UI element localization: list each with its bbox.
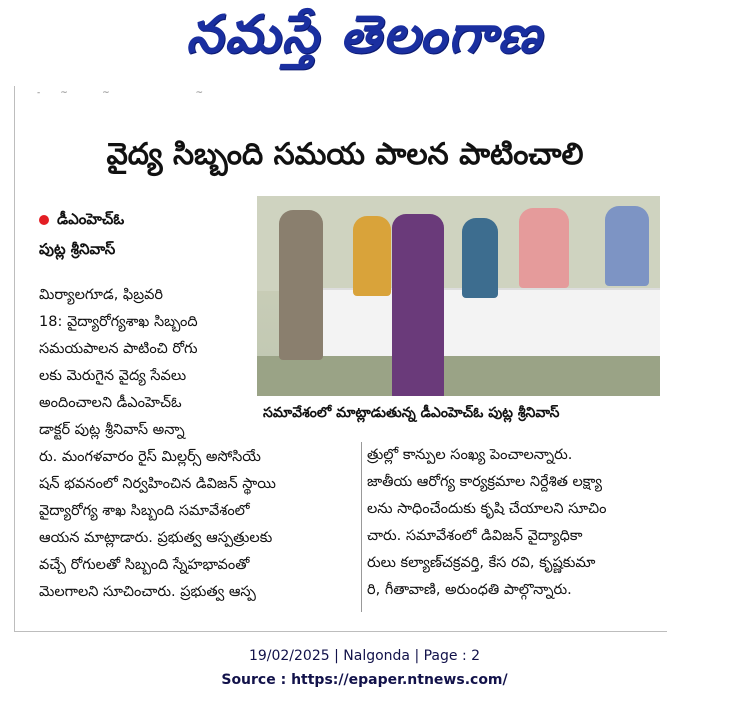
article-text-line: 18: వైద్యారోగ్యశాఖ సిబ్బంది <box>39 314 198 330</box>
byline-name: పుట్ల శ్రీనివాస్ <box>39 240 116 258</box>
byline <box>39 204 254 264</box>
masthead-title: నమస్తే తెలంగాణ <box>186 4 543 65</box>
photo-caption: సమావేశంలో మాట్లాడుతున్న డీఎంహెచ్ఓ పుట్ల శ్రీనివాస్ <box>263 405 560 421</box>
photo-table <box>317 288 660 360</box>
article-text-line: వైద్యారోగ్య శాఖ సిబ్బంది సమావేశంలో <box>39 503 250 519</box>
article-text-line: చారు. సమావేశంలో డివిజన్ వైద్యాధికా <box>367 528 583 544</box>
photo-person <box>392 214 444 396</box>
masthead <box>0 2 729 80</box>
article-text-line: త్రుల్లో కాన్పుల సంఖ్య పెంచాలన్నారు. <box>367 447 573 463</box>
cropped-previous-line: - ~ ~ ~ <box>37 88 204 98</box>
article-text-line: వచ్చే రోగులతో సిబ్బంది స్నేహభావంతో <box>39 557 250 573</box>
article-text-line: రి, గీతావాణి, అరుంధతి పాల్గొన్నారు. <box>367 582 572 598</box>
article-body-left <box>39 282 357 606</box>
article-text-line: మిర్యాలగూడ, ఫిబ్రవరి <box>39 287 164 303</box>
article-text-line: మెలగాలని సూచించారు. ప్రభుత్వ ఆస్ప <box>39 584 256 600</box>
article-text-line: లను సాధించేందుకు కృషి చేయాలని సూచిం <box>367 501 607 517</box>
article-text-line: జాతీయ ఆరోగ్య కార్యక్రమాల నిర్దేశిత లక్ష్యా <box>367 474 603 490</box>
byline-designation <box>39 204 254 234</box>
photo-person <box>519 208 569 288</box>
article-text-line: డాక్టర్ పుట్ల శ్రీనివాస్ అన్నా <box>39 422 185 438</box>
byline-line1: డీఎంహెచ్ఓ <box>57 210 125 228</box>
footer-date-page: 19/02/2025 | Nalgonda | Page : 2 <box>248 648 481 664</box>
article-text-line: షన్ భవనంలో నిర్వహించిన డివిజన్ స్థాయి <box>39 476 276 492</box>
article-text-line: రులు కల్యాణ్‌చక్రవర్తి, కేస రవి, కృష్ణకుమా <box>367 555 596 571</box>
article-text-line: రు. మంగళవారం రైస్ మిల్లర్స్ అసోసియే <box>39 449 261 465</box>
column-divider <box>361 442 362 612</box>
article-text-line: ఆయన మాట్లాడారు. ప్రభుత్వ ఆస్పత్రులకు <box>39 530 273 546</box>
footer-source: Source : https://epaper.ntnews.com/ <box>221 672 508 688</box>
article-text-line: లకు మెరుగైన వైద్య సేవలు <box>39 368 187 384</box>
article-text-line: సమయపాలన పాటించి రోగు <box>39 341 198 357</box>
photo-person <box>462 218 498 298</box>
photo-person <box>353 216 391 296</box>
article-body-right <box>367 442 667 604</box>
article-text-line: అందించాలని డీఎంహెచ్ఓ <box>39 395 182 411</box>
article-headline: వైద్య సిబ్బంది సమయ పాలన పాటించాలి <box>106 137 584 172</box>
photo-person <box>605 206 649 286</box>
news-clipping <box>14 86 667 632</box>
red-bullet-icon <box>39 215 49 225</box>
